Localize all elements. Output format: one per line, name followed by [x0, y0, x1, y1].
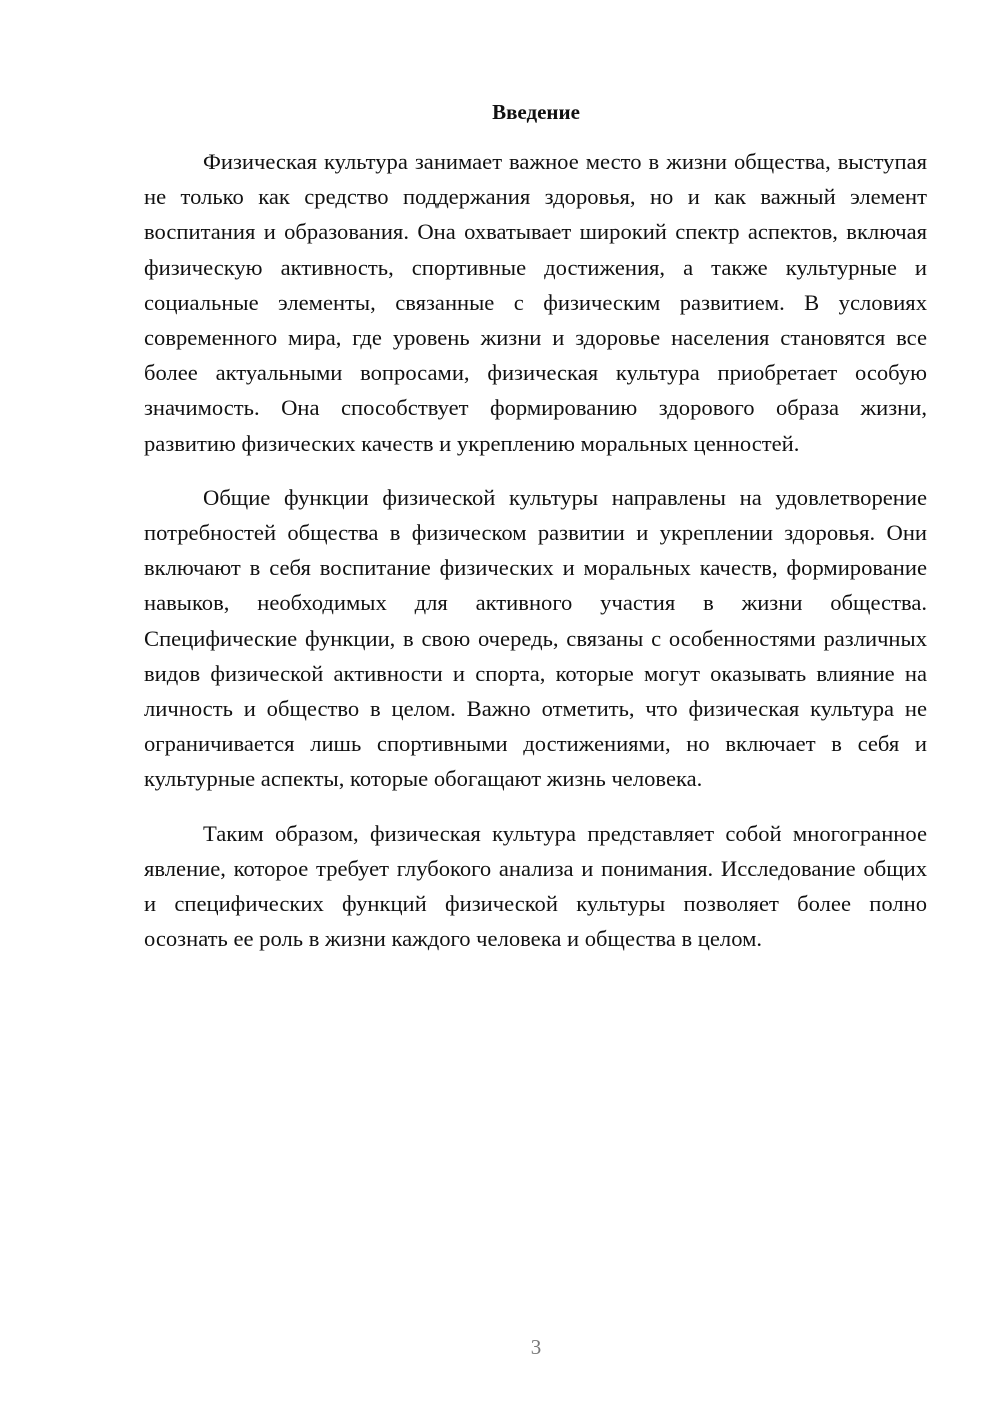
paragraph-2: Общие функции физической культуры направлены на удовлетворение потребностей общества в физическом развитии и укреплении здоровья. Они включают в себя воспитание физических и моральных качеств, формирование навыков, необходимых для активного участия в жизни общества. Специфические функции, в свою очередь, связаны с особенностями различных видов физической активности и спорта, которые могут оказывать влияние на личность и общество в целом. Важно отметить, что физическая культура не ограничивается лишь спортивными достижениями, но включает в себя и культурные аспекты, которые обогащают жизнь человека.	[144, 484, 927, 792]
paragraph-3: Таким образом, физическая культура представляет собой многогранное явление, которое требует глубокого анализа и понимания. Исследование общих и специфических функций физической культуры позволяет более полно осознать ее роль в жизни каждого человека и общества в целом.	[144, 820, 927, 952]
document-body	[144, 144, 927, 975]
page-number: 3	[530, 1335, 542, 1359]
section-title: Введение	[492, 100, 580, 124]
paragraph-1: Физическая культура занимает важное место в жизни общества, выступая не только как средство поддержания здоровья, но и как важный элемент воспитания и образования. Она охватывает широкий спектр аспектов, включая физическую активность, спортивные достижения, а также культурные и социальные элементы, связанные с физическим развитием. В условиях современного мира, где уровень жизни и здоровье населения становятся все более актуальными вопросами, физическая культура приобретает особую значимость. Она способствует формированию здорового образа жизни, развитию физических качеств и укреплению моральных ценностей.	[144, 149, 927, 456]
